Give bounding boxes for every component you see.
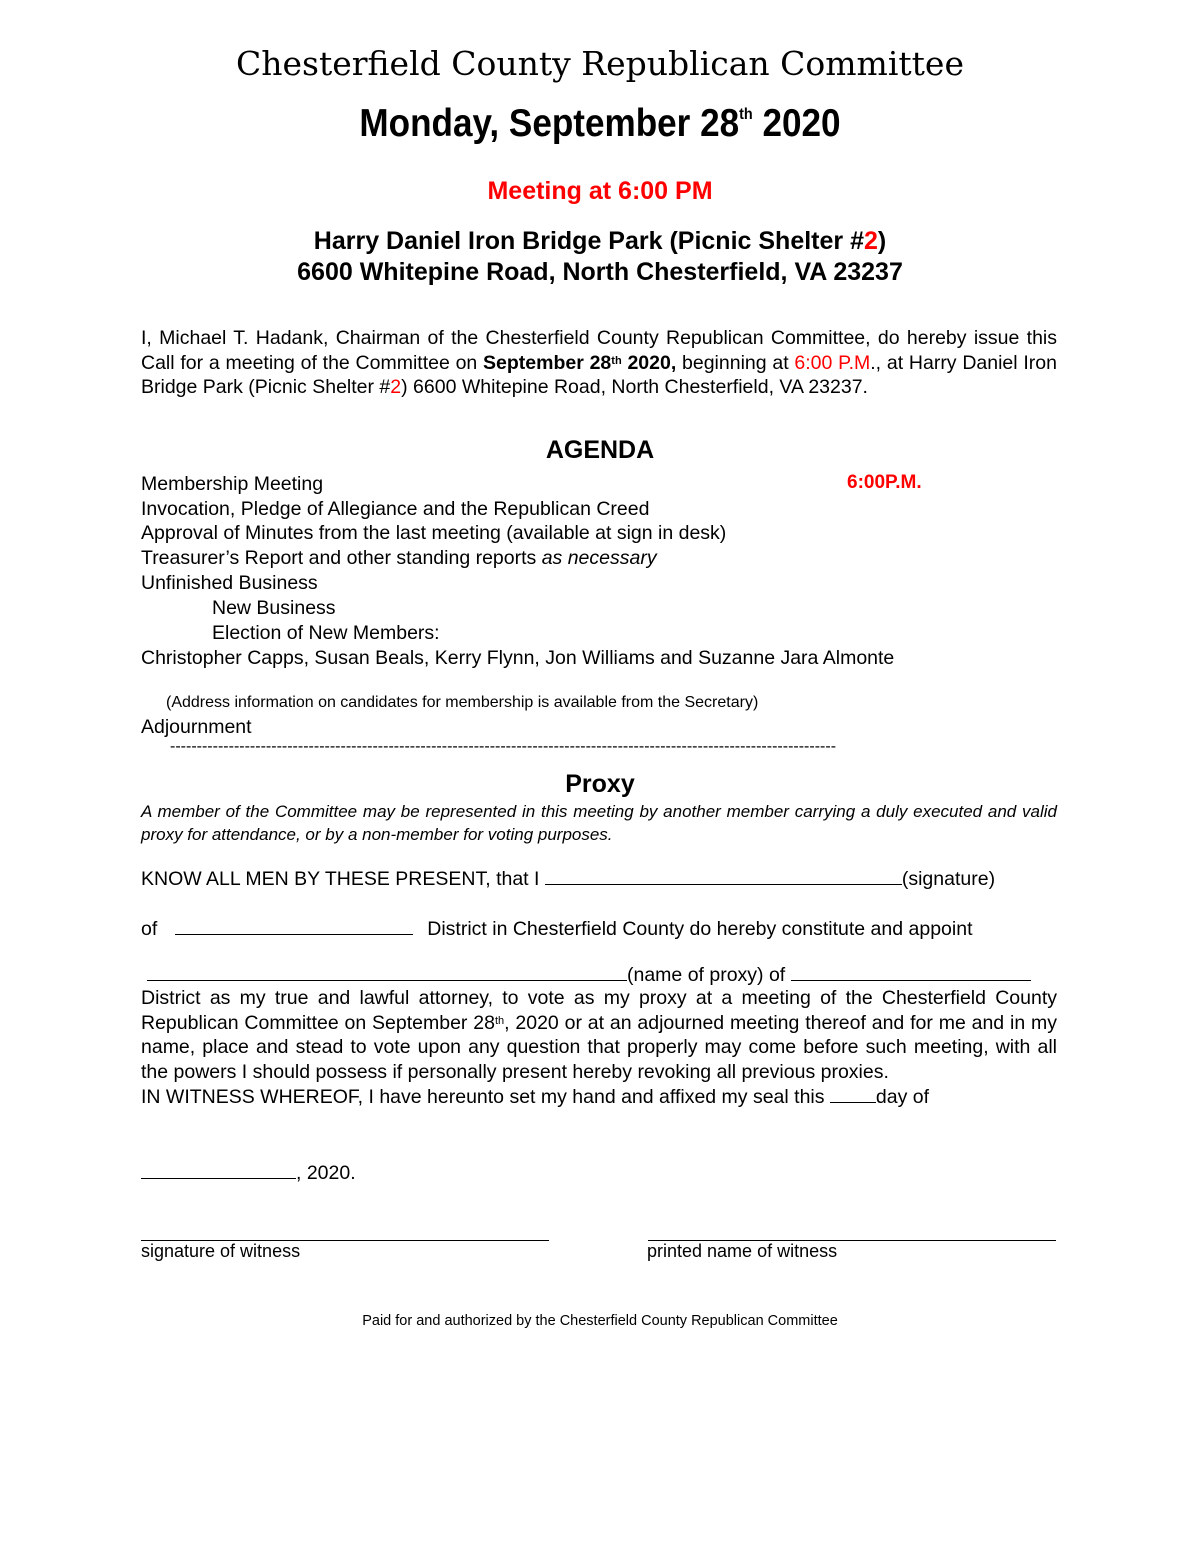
venue-name	[0, 227, 1200, 256]
district-text: District in Chesterfield County do hereby constitute and appoint	[427, 918, 973, 940]
venue-shelter-number: 2	[863, 227, 878, 255]
name-of-proxy-label: (name of proxy) of	[627, 964, 791, 986]
witness-text: IN WITNESS WHEREOF, I have hereunto set my hand and affixed my seal this	[141, 1086, 830, 1108]
agenda-item: Approval of Minutes from the last meeting (available at sign in desk)	[141, 522, 727, 544]
call-text-4: ) 6600 Whitepine Road, North Chesterfield, VA 23237.	[401, 376, 868, 398]
know-text: KNOW ALL MEN BY THESE PRESENT, that I	[141, 868, 545, 890]
call-date-main: September 28	[483, 351, 612, 374]
meeting-date-main: Monday, September 28	[359, 102, 740, 145]
agenda-heading: AGENDA	[545, 436, 655, 464]
district-field[interactable]	[175, 916, 413, 935]
proxy-name-line	[141, 962, 1057, 988]
agenda-item: Unfinished Business	[141, 572, 318, 594]
attorney-text-2: , 2020 or at an adjourned meeting thereof and for me and in my name, place and stead to vote upon any question that properly may come before such meeting, with all the powers I should possess if personally present hereby revoking all previous proxies.	[141, 1011, 1057, 1083]
agenda-item: Invocation, Pledge of Allegiance and the Republican Creed	[141, 498, 650, 520]
proxy-heading: Proxy	[565, 770, 635, 798]
meeting-date-year: 2020	[752, 102, 841, 145]
day-of-text: day of	[875, 1086, 930, 1108]
agenda-adjournment: Adjournment	[141, 716, 252, 738]
proxy-intro: A member of the Committee may be represented in this meeting by another member carrying a duly executed and valid proxy for attendance, or by a non-member for voting purposes.	[141, 802, 1057, 844]
meeting-time: Meeting at 6:00 PM	[487, 177, 713, 205]
district-line	[141, 916, 1057, 942]
know-all-men-line	[141, 866, 1057, 892]
agenda-item: Election of New Members:	[212, 622, 440, 644]
organization-title: Chesterfield County Republican Committee	[236, 44, 964, 83]
attorney-paragraph	[141, 986, 1057, 1110]
venue-address: 6600 Whitepine Road, North Chesterfield, VA 23237	[297, 258, 903, 286]
call-date-year: 2020,	[621, 351, 677, 374]
of-label: of	[141, 918, 158, 940]
agenda-item-text: Treasurer’s Report and other standing reports	[141, 547, 542, 569]
call-time: 6:00 P.M	[794, 351, 871, 374]
witness-printed-name-label: printed name of witness	[647, 1241, 838, 1261]
signature-field[interactable]	[545, 866, 902, 885]
date-line	[141, 1160, 1057, 1186]
agenda-time: 6:00P.M.	[847, 472, 922, 493]
address-note: (Address information on candidates for membership is available from the Secretary)	[166, 694, 759, 711]
venue-name-text: Harry Daniel Iron Bridge Park (Picnic Shelter #	[313, 227, 864, 255]
proxy-district-field[interactable]	[791, 962, 1031, 981]
witness-signature-label: signature of witness	[141, 1241, 301, 1261]
agenda-item-italic: as necessary	[541, 547, 657, 569]
candidate-list: Christopher Capps, Susan Beals, Kerry Flynn, Jon Williams and Suzanne Jara Almonte	[141, 647, 895, 669]
agenda-item	[141, 546, 657, 571]
month-field[interactable]	[141, 1160, 296, 1179]
attorney-date-ordinal: th	[494, 1014, 505, 1027]
call-date-ordinal: th	[611, 354, 622, 367]
day-field[interactable]	[830, 1084, 876, 1103]
call-text-1: I, Michael T. Hadank, Chairman of the Chesterfield County Republican Committee, do hereby issue this Call for a meeting of the Committee on	[141, 327, 1057, 374]
proxy-name-field[interactable]	[147, 962, 627, 981]
call-shelter-number: 2	[390, 376, 402, 398]
meeting-date-ordinal: th	[739, 106, 753, 123]
separator-line: -----------------------------------------------------------------------------------------------------------------------------	[170, 738, 837, 755]
call-text-3: ., at Harry Daniel Iron Bridge Park (Picnic Shelter #	[141, 351, 1057, 398]
meeting-date	[60, 102, 1140, 146]
year-text: , 2020.	[296, 1162, 356, 1184]
call-paragraph	[141, 326, 1057, 400]
agenda-item: New Business	[212, 597, 336, 619]
attorney-text-1: District as my true and lawful attorney, to vote as my proxy at a meeting of the Chesterfield County Republican Committee on September 28	[141, 987, 1057, 1034]
call-date	[483, 352, 676, 374]
call-text-2: beginning at	[676, 351, 795, 374]
signature-label: (signature)	[901, 868, 996, 890]
venue-name-close: )	[877, 227, 887, 255]
footer-note: Paid for and authorized by the Chesterfield County Republican Committee	[362, 1313, 838, 1329]
agenda-item: Membership Meeting	[141, 473, 324, 495]
